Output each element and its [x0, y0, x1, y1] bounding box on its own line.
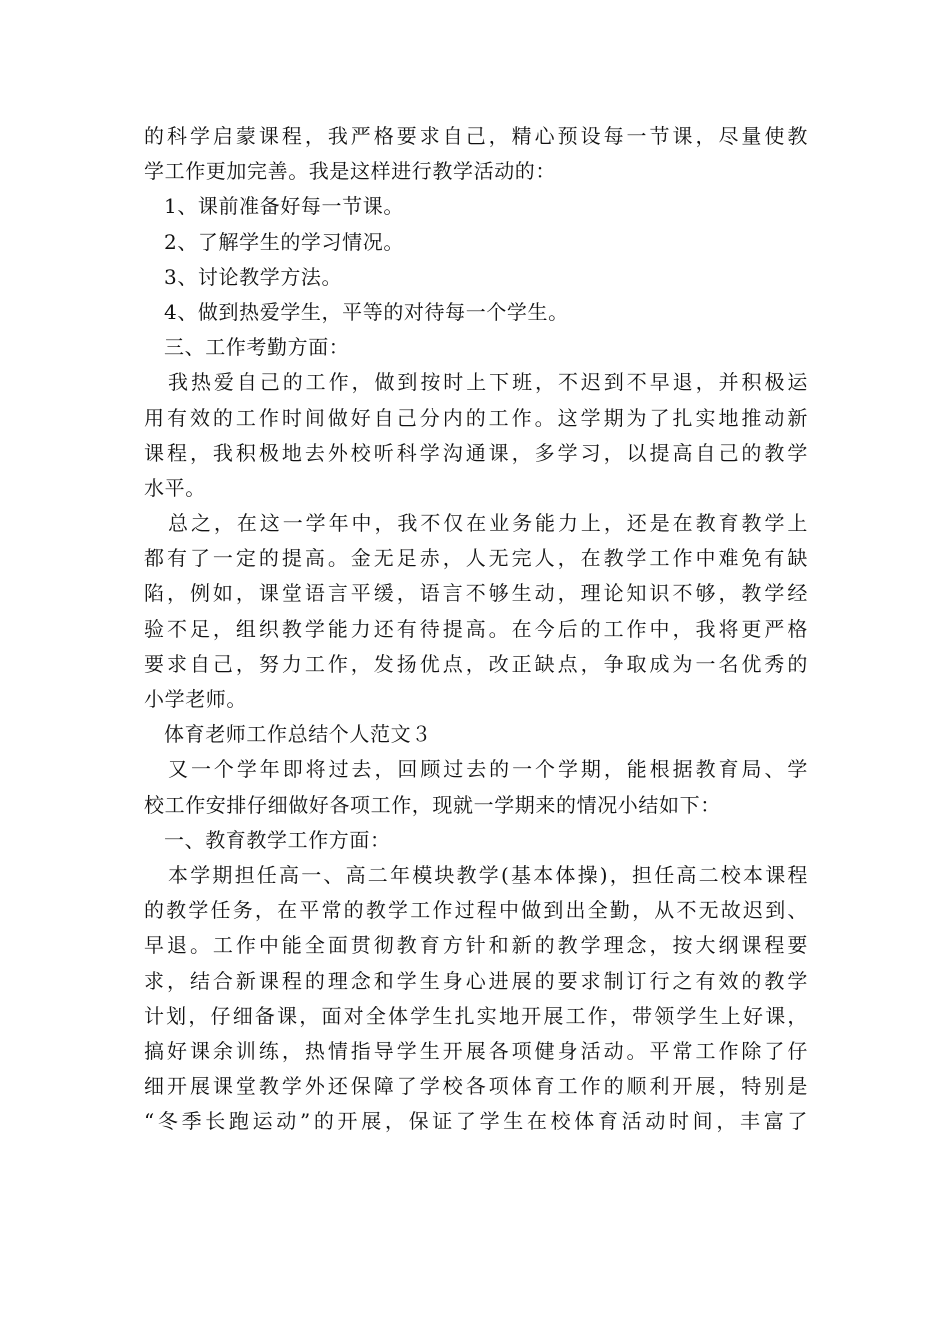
text-line: 1、课前准备好每一节课。: [164, 194, 404, 219]
text-line: 验不足，组织教学能力还有待提高。在今后的工作中，我将更严格: [144, 616, 808, 641]
text-line: 4、做到热爱学生，平等的对待每一个学生。: [164, 299, 569, 324]
text-line: 求，结合新课程的理念和学生身心进展的要求制订行之有效的教学: [144, 968, 808, 993]
text-line: “冬季长跑运动”的开展，保证了学生在校体育活动时间，丰富了: [144, 1109, 808, 1134]
text-line: 又一个学年即将过去，回顾过去的一个学期，能根据教育局、学: [168, 757, 808, 782]
text-line: 陷，例如，课堂语言平缓，语言不够生动，理论知识不够，教学经: [144, 581, 808, 606]
text-line: 水平。: [144, 475, 206, 500]
text-line: 2、了解学生的学习情况。: [164, 229, 404, 254]
text-line: 三、工作考勤方面：: [164, 335, 350, 360]
text-line: 校工作安排仔细做好各项工作，现就一学期来的情况小结如下：: [144, 792, 721, 817]
text-line: 课程，我积极地去外校听科学沟通课，多学习，以提高自己的教学: [144, 440, 808, 465]
text-line: 计划，仔细备课，面对全体学生扎实地开展工作，带领学生上好课，: [144, 1003, 808, 1028]
text-line: 本学期担任高一、高二年模块教学(基本体操)，担任高二校本课程: [168, 862, 808, 887]
text-line: 我热爱自己的工作，做到按时上下班，不迟到不早退，并积极运: [168, 370, 808, 395]
text-line: 的科学启蒙课程，我严格要求自己，精心预设每一节课，尽量使教: [144, 124, 808, 148]
text-line: 都有了一定的提高。金无足赤，人无完人，在教学工作中难免有缺: [144, 546, 808, 571]
text-line: 的教学任务，在平常的教学工作过程中做到出全勤，从不无故迟到、: [144, 898, 808, 923]
text-line: 细开展课堂教学外还保障了学校各项体育工作的顺利开展，特别是: [144, 1074, 808, 1099]
text-line: 体育老师工作总结个人范文３: [164, 722, 432, 747]
text-line: 搞好课余训练，热情指导学生开展各项健身活动。平常工作除了仔: [144, 1038, 808, 1063]
text-line: 早退。工作中能全面贯彻教育方针和新的教学理念，按大纲课程要: [144, 933, 808, 958]
text-line: 要求自己，努力工作，发扬优点，改正缺点，争取成为一名优秀的: [144, 651, 808, 676]
text-line: 总之，在这一学年中，我不仅在业务能力上，还是在教育教学上: [168, 511, 808, 536]
text-line: 学工作更加完善。我是这样进行教学活动的：: [144, 159, 556, 184]
text-line: 用有效的工作时间做好自己分内的工作。这学期为了扎实地推动新: [144, 405, 808, 430]
text-line: 一、教育教学工作方面：: [164, 827, 391, 852]
text-line: 3、讨论教学方法。: [164, 264, 343, 289]
text-line: 小学老师。: [144, 687, 247, 711]
document-body: [144, 119, 808, 1139]
